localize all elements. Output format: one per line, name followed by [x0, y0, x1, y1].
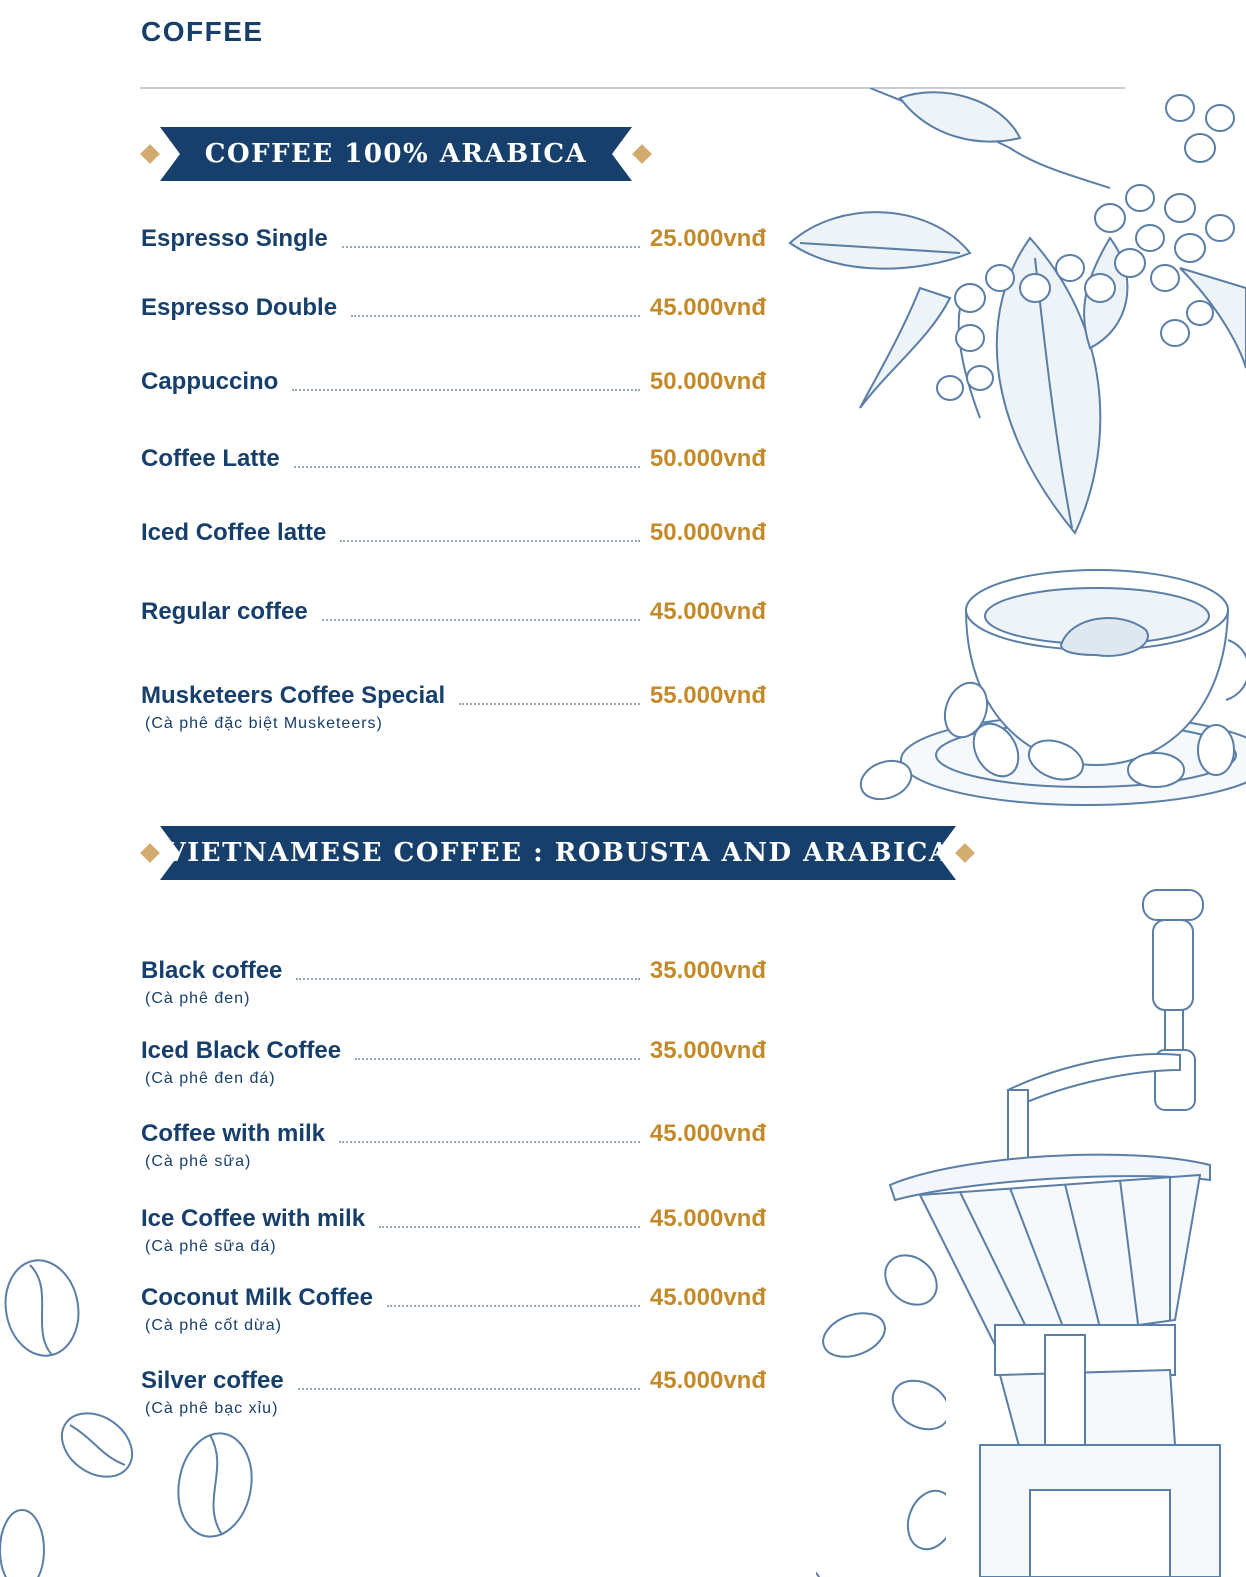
item-subtitle: (Cà phê sữa) [145, 1153, 252, 1170]
diamond-ornament-icon [140, 843, 160, 863]
diamond-ornament-icon [955, 843, 975, 863]
item-name: Black coffee [141, 957, 283, 984]
dotted-leader [339, 1140, 640, 1143]
item-name: Coffee with milk [141, 1120, 326, 1147]
item-name: Iced Coffee latte [141, 519, 327, 546]
item-subtitle: (Cà phê sữa đá) [145, 1238, 277, 1255]
dotted-leader [296, 977, 640, 980]
menu-item [141, 1034, 766, 1088]
item-price: 45.000vnđ [649, 1284, 766, 1311]
menu-item [141, 1117, 766, 1171]
item-price: 45.000vnđ [649, 1367, 766, 1394]
item-price: 50.000vnđ [649, 368, 766, 395]
page-title: COFFEE [141, 16, 264, 47]
dotted-leader [379, 1225, 640, 1228]
menu-item [141, 442, 766, 474]
item-name: Cappuccino [141, 368, 279, 395]
coffee-cup-icon [856, 560, 1246, 810]
item-name: Regular coffee [141, 598, 308, 625]
menu-item [141, 291, 766, 323]
coffee-bean-icon [0, 1240, 270, 1577]
dotted-leader [298, 1387, 640, 1390]
menu-item [141, 595, 766, 627]
item-subtitle: (Cà phê đặc biệt Musketeers) [145, 715, 383, 732]
menu-item [141, 516, 766, 548]
item-name: Iced Black Coffee [141, 1037, 342, 1064]
dotted-leader [340, 539, 640, 542]
item-price: 45.000vnđ [649, 1205, 766, 1232]
coffee-branch-icon [780, 88, 1246, 538]
dotted-leader [355, 1057, 640, 1060]
section-banner-vietnamese [160, 826, 956, 880]
item-price: 35.000vnđ [649, 957, 766, 984]
item-price: 45.000vnđ [649, 294, 766, 321]
item-price: 50.000vnđ [649, 519, 766, 546]
item-price: 55.000vnđ [649, 682, 766, 709]
section-banner-arabica [160, 127, 632, 181]
dotted-leader [294, 465, 640, 468]
item-name: Musketeers Coffee Special [141, 682, 446, 709]
item-name: Espresso Double [141, 294, 338, 321]
item-price: 50.000vnđ [649, 445, 766, 472]
item-name: Espresso Single [141, 225, 328, 252]
menu-item [141, 365, 766, 397]
diamond-ornament-icon [632, 144, 652, 164]
dotted-leader [342, 245, 640, 248]
diamond-ornament-icon [140, 144, 160, 164]
item-subtitle: (Cà phê bạc xỉu) [145, 1400, 279, 1417]
dotted-leader [292, 388, 640, 391]
section-heading: VIETNAMESE COFFEE : ROBUSTA AND ARABICA [165, 838, 951, 868]
menu-item [141, 222, 766, 254]
section-heading: COFFEE 100% ARABICA [204, 139, 588, 169]
item-subtitle: (Cà phê đen) [145, 990, 251, 1007]
item-price: 45.000vnđ [649, 1120, 766, 1147]
item-name: Coffee Latte [141, 445, 280, 472]
item-subtitle: (Cà phê cốt dừa) [145, 1317, 282, 1334]
dotted-leader [322, 618, 640, 621]
dotted-leader [459, 702, 640, 705]
coffee-bean-icon [816, 1245, 946, 1577]
item-price: 25.000vnđ [649, 225, 766, 252]
item-subtitle: (Cà phê đen đá) [145, 1070, 276, 1087]
item-name: Silver coffee [141, 1367, 284, 1394]
item-price: 35.000vnđ [649, 1037, 766, 1064]
menu-item [141, 954, 766, 1008]
item-price: 45.000vnđ [649, 598, 766, 625]
item-name: Ice Coffee with milk [141, 1205, 366, 1232]
dotted-leader [387, 1304, 640, 1307]
menu-item [141, 679, 766, 733]
dotted-leader [351, 314, 640, 317]
item-name: Coconut Milk Coffee [141, 1284, 373, 1311]
